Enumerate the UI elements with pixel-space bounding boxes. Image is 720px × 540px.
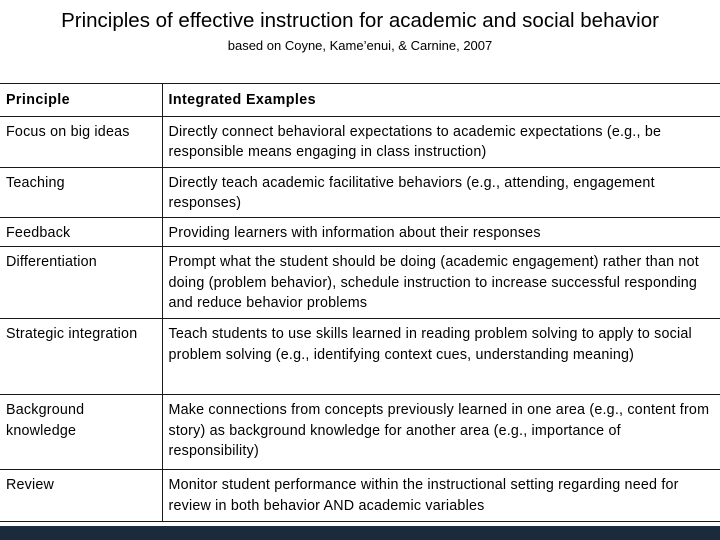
column-header-principle: Principle	[0, 84, 162, 117]
slide-title: Principles of effective instruction for academic and social behavior	[61, 9, 659, 32]
principle-cell: Strategic integration	[0, 319, 162, 395]
table-row	[0, 167, 720, 217]
table-row	[0, 116, 720, 167]
example-cell: Directly teach academic facilitative behaviors (e.g., attending, engagement responses)	[162, 167, 720, 217]
principle-cell: Focus on big ideas	[0, 116, 162, 167]
table-row	[0, 470, 720, 522]
principle-cell: Background knowledge	[0, 395, 162, 470]
table-row	[0, 247, 720, 319]
slide-subtitle: based on Coyne, Kame’enui, & Carnine, 2007	[227, 38, 493, 53]
example-cell: Prompt what the student should be doing (academic engagement) rather than not doing (problem behavior), schedule instruction to increase successful responding and reduce behavior problems	[162, 247, 720, 319]
principles-table	[0, 83, 720, 522]
example-cell: Providing learners with information about their responses	[162, 217, 720, 247]
table-header-row	[0, 84, 720, 117]
principle-cell: Differentiation	[0, 247, 162, 319]
principle-cell: Teaching	[0, 167, 162, 217]
table-row	[0, 217, 720, 247]
table-row	[0, 395, 720, 470]
principle-cell: Feedback	[0, 217, 162, 247]
example-cell: Make connections from concepts previously learned in one area (e.g., content from story) as background knowledge for another area (e.g., importance of responsibility)	[162, 395, 720, 470]
principle-cell: Review	[0, 470, 162, 522]
example-cell: Teach students to use skills learned in reading problem solving to apply to social problem solving (e.g., identifying context cues, understanding meaning)	[162, 319, 720, 395]
column-header-integrated-examples: Integrated Examples	[162, 84, 720, 117]
example-cell: Directly connect behavioral expectations to academic expectations (e.g., be responsible means engaging in class instruction)	[162, 116, 720, 167]
bottom-bar	[0, 526, 720, 540]
example-cell: Monitor student performance within the instructional setting regarding need for review in both behavior AND academic variables	[162, 470, 720, 522]
table-row	[0, 319, 720, 395]
